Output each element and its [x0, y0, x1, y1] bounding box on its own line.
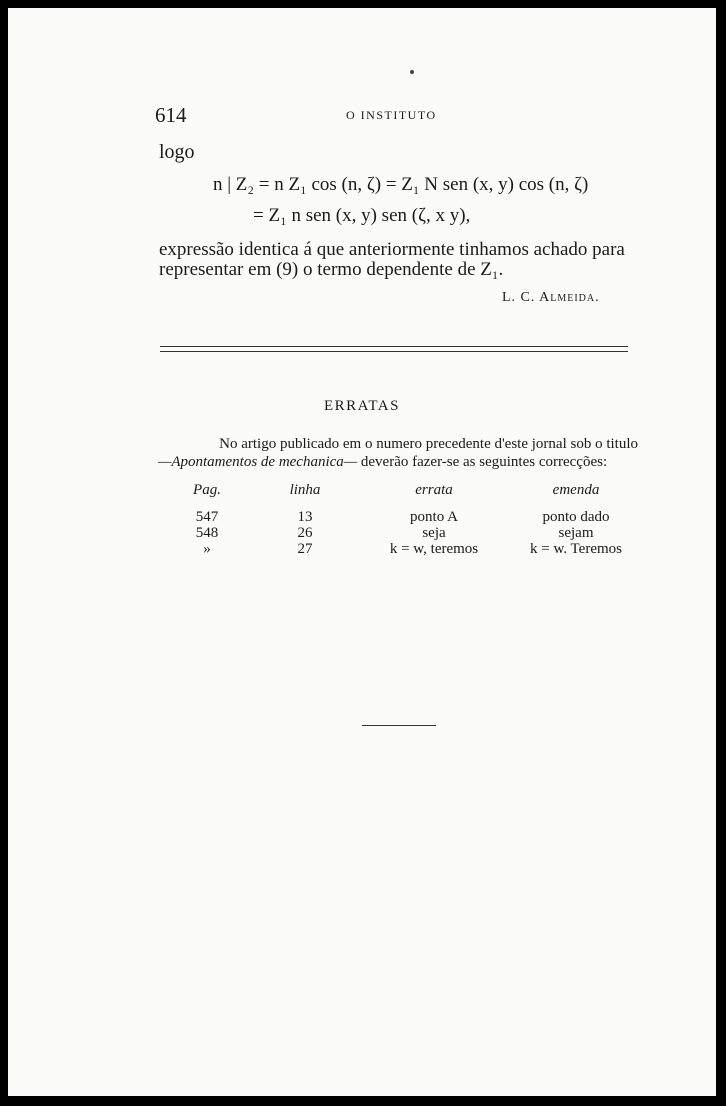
cell-line: 26	[297, 525, 313, 541]
column-header-line: linha	[289, 482, 321, 498]
running-head: O INSTITUTO	[346, 108, 437, 122]
errata-header-row	[168, 482, 648, 509]
errata-title: ERRATAS	[324, 398, 400, 414]
errata-intro-line-2	[158, 453, 648, 471]
section-divider-bottom	[160, 351, 628, 352]
cell-emenda: sejam	[558, 525, 594, 541]
proof-intro-word: logo	[159, 141, 195, 163]
cell-emenda: k = w. Teremos	[530, 541, 622, 557]
cell-errata: seja	[422, 525, 446, 541]
cell-errata: k = w, teremos	[389, 541, 479, 557]
end-rule	[362, 725, 436, 726]
cell-emenda: ponto dado	[542, 509, 610, 525]
errata-intro-line-1: No artigo publicado em o numero precedente d'este jornal sob o titulo	[219, 436, 638, 452]
column-header-page: Pag.	[193, 482, 221, 498]
column-header-errata: errata	[415, 482, 453, 498]
table-row	[168, 525, 648, 541]
equation-line-1: n | Z₂ = n Z₁ cos (n, ζ) = Z₁ N sen (x, y) cos (n, ζ)	[213, 174, 589, 195]
cell-page: »	[203, 541, 211, 557]
author-signature: L. C. Almeida.	[502, 290, 600, 305]
table-row	[168, 509, 648, 525]
document-page	[8, 8, 716, 1096]
conclusion-paragraph: expressão identica á que anteriormente tinhamos achado para representar em (9) o termo dependente de Z₁.	[159, 239, 625, 280]
ink-speck	[410, 70, 414, 74]
errata-intro-rest: deverão fazer-se as seguintes correcções:	[360, 454, 608, 470]
cell-line: 13	[297, 509, 313, 525]
cell-line: 27	[297, 541, 313, 557]
errata-table	[168, 482, 648, 557]
table-row	[168, 541, 648, 557]
equation-line-2: = Z₁ n sen (x, y) sen (ζ, x y),	[253, 205, 471, 226]
cell-page: 547	[195, 509, 219, 525]
cell-errata: ponto A	[410, 509, 458, 525]
errata-intro	[158, 435, 648, 471]
cell-page: 548	[195, 525, 219, 541]
section-divider-top	[160, 346, 628, 347]
page-number: 614	[155, 103, 187, 127]
article-title: —Apontamentos de mechanica—	[158, 454, 358, 470]
column-header-emenda: emenda	[552, 482, 600, 498]
